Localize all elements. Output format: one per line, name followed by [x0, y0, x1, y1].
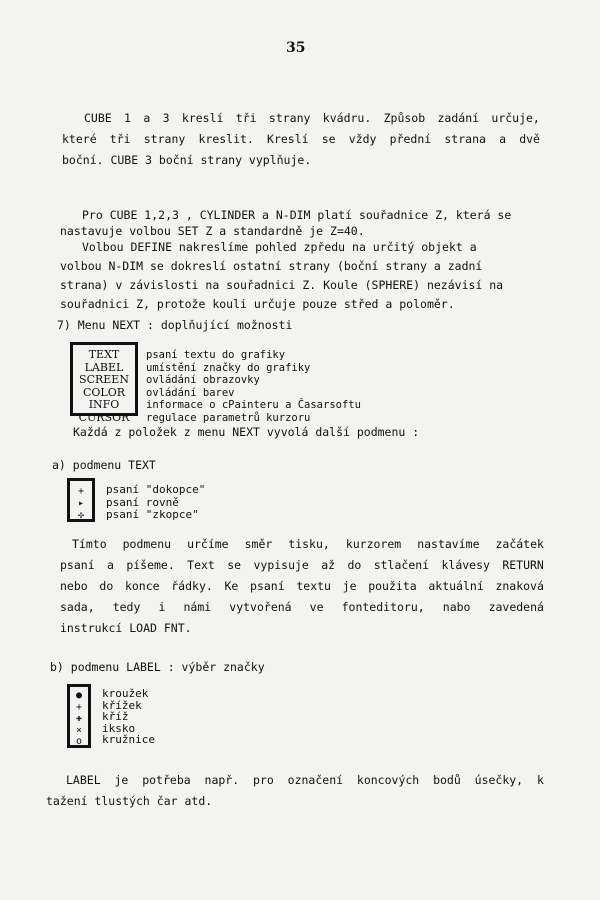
word: nabo — [442, 600, 471, 614]
text-option: psaní rovně — [106, 495, 179, 509]
word: kvádru. — [322, 111, 372, 125]
text-line — [62, 129, 540, 150]
word: textu — [296, 579, 331, 593]
word: bodů — [433, 773, 461, 787]
word: se — [321, 132, 336, 146]
word: až — [321, 558, 336, 572]
word: Ke — [224, 579, 239, 593]
paragraph-text-submenu — [60, 534, 544, 639]
text-line — [62, 108, 540, 129]
label-option: kružnice — [102, 733, 155, 746]
menu-item-cursor: CURSOR — [78, 410, 130, 424]
word: nebo — [60, 579, 88, 593]
word: které — [62, 132, 97, 146]
word: Text — [187, 558, 215, 572]
text-option: psaní "zkopce" — [106, 508, 199, 521]
word: je — [342, 579, 357, 593]
label-submenu-items — [102, 688, 155, 746]
label-option: křížek — [102, 698, 142, 712]
label-submenu-box — [67, 684, 91, 748]
text-line: instrukcí LOAD FNT. — [60, 621, 192, 635]
x-mark-icon: × — [75, 724, 83, 736]
word: stlačení — [373, 558, 430, 572]
next-intro: Každá z položek z menu NEXT vyvolá další podmenu : — [73, 425, 420, 439]
word: strany — [143, 132, 186, 146]
word: dvě — [519, 132, 540, 146]
menu-item-color: COLOR — [82, 385, 126, 399]
menu-item-info: INFO — [88, 398, 120, 411]
word: CUBE — [84, 111, 112, 125]
text-line: volbou N-DIM se dokreslí ostatní strany (boční strany a zadní — [60, 259, 483, 273]
small-cross-icon: + — [75, 701, 83, 713]
label-option: kroužek — [102, 687, 149, 700]
word: např. — [204, 773, 240, 787]
uphill-arrow-icon: + — [77, 486, 85, 497]
text-submenu-items — [106, 484, 205, 522]
word: kurzorem — [345, 537, 402, 551]
word: píšeme. — [126, 558, 175, 572]
text-line: souřadnici Z, protože kouli určuje pouze střed a poloměr. — [60, 297, 455, 311]
word: označení — [287, 773, 344, 787]
word: tedy — [112, 600, 141, 614]
word: vždy — [348, 132, 377, 146]
word: pro — [253, 773, 274, 787]
word: zadání — [437, 111, 480, 125]
word: fonteditoru, — [341, 600, 425, 614]
word: kreslí — [181, 111, 224, 125]
word: do — [347, 558, 362, 572]
word: sada, — [60, 600, 95, 614]
text-line: boční. CUBE 3 boční strany vyplňuje. — [62, 153, 312, 167]
word: kreslit. — [198, 132, 254, 146]
word: námi — [183, 600, 212, 614]
word: určíme — [187, 537, 229, 551]
word: aktuální — [428, 579, 484, 593]
downhill-arrow-icon: ✣ — [77, 510, 85, 521]
menu-description: ovládání obrazovky — [146, 374, 260, 386]
word: 1 — [124, 111, 131, 125]
word: i — [158, 600, 166, 614]
text-submenu-box — [67, 478, 95, 522]
word: 3 — [162, 111, 170, 125]
word: Tímto — [72, 537, 107, 551]
word: úsečky, — [474, 773, 524, 787]
menu-description: regulace parametrů kurzoru — [146, 411, 311, 424]
word: do — [99, 579, 114, 593]
word: použita — [368, 579, 417, 593]
text-line — [60, 576, 544, 597]
cross-icon: ✚ — [75, 713, 83, 724]
word: a — [143, 111, 151, 125]
page-number: 35 — [286, 40, 306, 56]
text-line: Volbou DEFINE nakreslíme pohled zpředu na určitý objekt a — [82, 240, 477, 254]
text-line — [60, 597, 544, 618]
label-icons — [70, 690, 88, 748]
word: nastavíme — [417, 537, 480, 551]
word: tisku, — [288, 537, 330, 551]
word: znaková — [495, 579, 544, 593]
text-line — [46, 770, 544, 791]
text-option: psaní "dokopce" — [106, 483, 206, 496]
word: a — [499, 132, 507, 146]
word: koncových — [356, 773, 420, 787]
text-line: tažení tlustých čar atd. — [46, 794, 213, 808]
word: strany — [268, 111, 311, 125]
word: tři — [109, 132, 131, 146]
text-direction-icons — [70, 486, 92, 522]
word: k — [536, 773, 544, 787]
word: podmenu — [122, 537, 172, 551]
submenu-label-heading: b) podmenu LABEL : výběr značky — [50, 660, 265, 674]
word: strana — [444, 132, 486, 146]
menu-description: umístění značky do grafiky — [146, 361, 311, 374]
word: vypisuje — [253, 558, 309, 572]
text-line: strana) v závislosti na souřadnici Z. Koule (SPHERE) nezávisí na — [60, 278, 504, 292]
menu-description: ovládání barev — [146, 386, 235, 399]
menu-item-text: TEXT — [88, 348, 120, 361]
submenu-text-heading: a) podmenu TEXT — [52, 458, 156, 472]
paragraph-cube — [62, 108, 540, 171]
word: psaní — [250, 579, 285, 593]
word: ve — [309, 600, 324, 614]
next-menu-items — [73, 349, 135, 424]
paragraph-label — [46, 770, 544, 812]
next-menu-box — [70, 342, 138, 424]
text-line — [60, 555, 544, 576]
word: řádky. — [171, 579, 213, 593]
word: zavedená — [488, 600, 544, 614]
paragraph-coordinates — [60, 206, 542, 314]
word: se — [227, 558, 242, 572]
word: Kreslí — [267, 132, 309, 146]
word: Způsob — [383, 111, 426, 125]
word: je — [114, 773, 129, 787]
section-heading-next: 7) Menu NEXT : doplňující možnosti — [57, 318, 293, 332]
filled-circle-icon: ● — [75, 690, 83, 701]
word: potřeba — [142, 773, 191, 787]
text-line: Pro CUBE 1,2,3 , CYLINDER a N-DIM platí souřadnice Z, která se — [82, 208, 512, 222]
next-menu-descriptions — [146, 349, 361, 424]
menu-item-screen: SCREEN — [79, 373, 129, 386]
word: LABEL — [66, 773, 101, 787]
word: psaní — [60, 558, 95, 572]
menu-description: informace o cPainteru a Časarsoftu — [146, 399, 361, 411]
word: přední — [389, 132, 432, 146]
word: směr — [244, 537, 273, 551]
word: vytvořená — [229, 600, 292, 614]
word: klávesy — [441, 558, 490, 572]
text-line — [60, 534, 544, 555]
label-option: iksko — [102, 721, 136, 735]
word: RETURN — [502, 558, 544, 572]
label-option: kříž — [102, 710, 129, 723]
menu-description: psaní textu do grafiky — [146, 349, 286, 361]
word: tři — [235, 111, 257, 125]
straight-arrow-icon: ▸ — [77, 498, 85, 509]
circle-icon: o — [75, 736, 83, 747]
text-line: nastavuje volbou SET Z a standardně je Z=40. — [60, 224, 365, 238]
word: konce — [124, 579, 160, 593]
menu-item-label: LABEL — [84, 360, 124, 374]
word: a — [107, 558, 114, 572]
word: určuje, — [491, 111, 540, 125]
word: začátek — [495, 537, 544, 551]
